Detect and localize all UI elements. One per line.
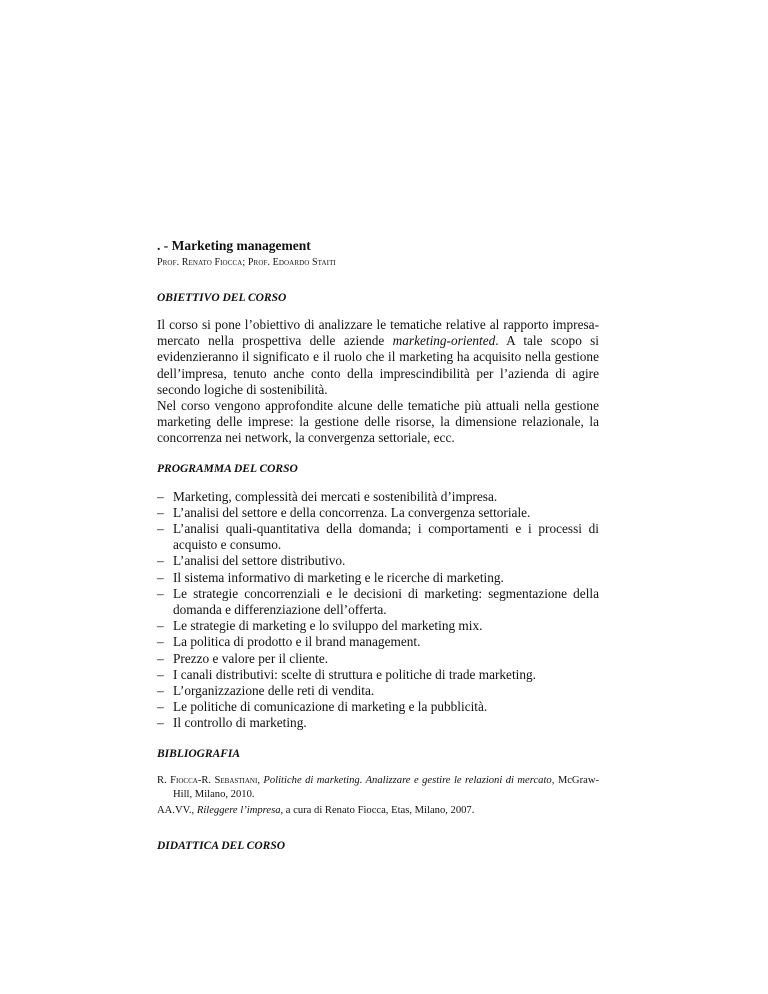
bibliography-list [157, 774, 599, 818]
heading-obiettivo: OBIETTIVO DEL CORSO [157, 292, 287, 304]
list-item-text: Le strategie di marketing e lo sviluppo del marketing mix. [173, 618, 483, 634]
heading-programma: PROGRAMMA DEL CORSO [157, 462, 298, 475]
course-authors-text: Prof. Renato Fiocca; Prof. Edoardo Staiti [157, 257, 336, 268]
list-item-text: Prezzo e valore per il cliente. [173, 650, 329, 666]
list-item [157, 699, 599, 715]
obiettivo-paragraph-1 [157, 317, 599, 398]
list-item [157, 715, 599, 731]
bullet-dash: – [157, 650, 164, 666]
bullet-dash: – [157, 715, 164, 731]
list-item-text: Le strategie concorrenziali e le decisioni di marketing: segmentazione della domanda e differenziazione dell’offerta. [173, 585, 599, 618]
bullet-dash: – [157, 683, 164, 699]
bibliography-authors: R. Fiocca-R. Sebastiani, [157, 774, 260, 786]
list-item [157, 651, 599, 667]
heading-didattica: DIDATTICA DEL CORSO [157, 839, 286, 852]
list-item [157, 634, 599, 650]
obiettivo-p1-end: . A tale scopo si evidenzieranno il significato e il ruolo che il marketing ha acquisito nella gestione dell’impresa, tenuto anche conto della imprescindibilità per l’azienda di agire secondo logiche di sostenibilità. [157, 333, 599, 397]
list-item-text: Le politiche di comunicazione di marketing e la pubblicità. [173, 699, 488, 715]
course-authors [157, 256, 599, 269]
bibliography-publisher: a cura di Renato Fiocca, Etas, Milano, 2007. [285, 804, 475, 816]
list-item-text: Il sistema informativo di marketing e le ricerche di marketing. [173, 569, 504, 585]
list-item-text: Il controllo di marketing. [173, 715, 307, 731]
list-item [157, 683, 599, 699]
obiettivo-p1-start: Il corso si pone l’obiettivo di analizzare le tematiche relative al rapporto impresa-mercato nella prospettiva delle aziende [157, 317, 599, 349]
list-item [157, 586, 599, 618]
heading-bibliografia: BIBLIOGRAFIA [157, 747, 241, 760]
bullet-dash: – [157, 666, 164, 682]
bullet-dash: – [157, 488, 164, 504]
bibliography-publisher: McGraw-Hill, Milano, 2010. [173, 774, 599, 800]
bullet-dash: – [157, 553, 164, 569]
list-item-text: L’analisi del settore e della concorrenza. La convergenza settoriale. [173, 504, 531, 520]
bullet-dash: – [157, 569, 164, 585]
bullet-dash: – [157, 634, 164, 650]
bullet-dash: – [157, 618, 164, 634]
program-list [157, 489, 599, 732]
bullet-dash: – [157, 521, 164, 537]
list-item-text: L’analisi quali-quantitativa della domanda; i comportamenti e i processi di acquisto e consumo. [173, 521, 599, 553]
obiettivo-p1-emphasis: marketing-oriented [392, 333, 496, 349]
list-item [157, 618, 599, 634]
list-item-text: I canali distributivi: scelte di struttura e politiche di trade marketing. [173, 666, 536, 682]
list-item [157, 553, 599, 569]
bullet-dash: – [157, 504, 164, 520]
list-item-text: L’organizzazione delle reti di vendita. [173, 683, 375, 699]
course-title: . - Marketing management [157, 238, 311, 253]
obiettivo-paragraph-2: Nel corso vengono approfondite alcune delle tematiche più attuali nella gestione marketing delle imprese: la gestione delle risorse, la dimensione relazionale, la concorrenza nei network, la convergenza settoriale, ecc. [157, 398, 599, 446]
list-item [157, 521, 599, 553]
bullet-dash: – [157, 699, 164, 715]
bibliography-authors: AA.VV., [157, 804, 195, 816]
bibliography-entry [157, 774, 599, 802]
list-item [157, 667, 599, 683]
list-item-text: La politica di prodotto e il brand management. [173, 634, 421, 650]
course-entry [157, 237, 599, 853]
list-item [157, 505, 599, 521]
bullet-dash: – [157, 585, 164, 601]
list-item-text: Marketing, complessità dei mercati e sostenibilità d’impresa. [173, 488, 498, 504]
list-item [157, 570, 599, 586]
bibliography-entry [157, 804, 599, 818]
list-item [157, 489, 599, 505]
bibliography-title: Rileggere l’impresa, [196, 804, 284, 816]
bibliography-title: Politiche di marketing. Analizzare e gestire le relazioni di mercato, [263, 774, 555, 786]
list-item-text: L’analisi del settore distributivo. [173, 553, 346, 569]
